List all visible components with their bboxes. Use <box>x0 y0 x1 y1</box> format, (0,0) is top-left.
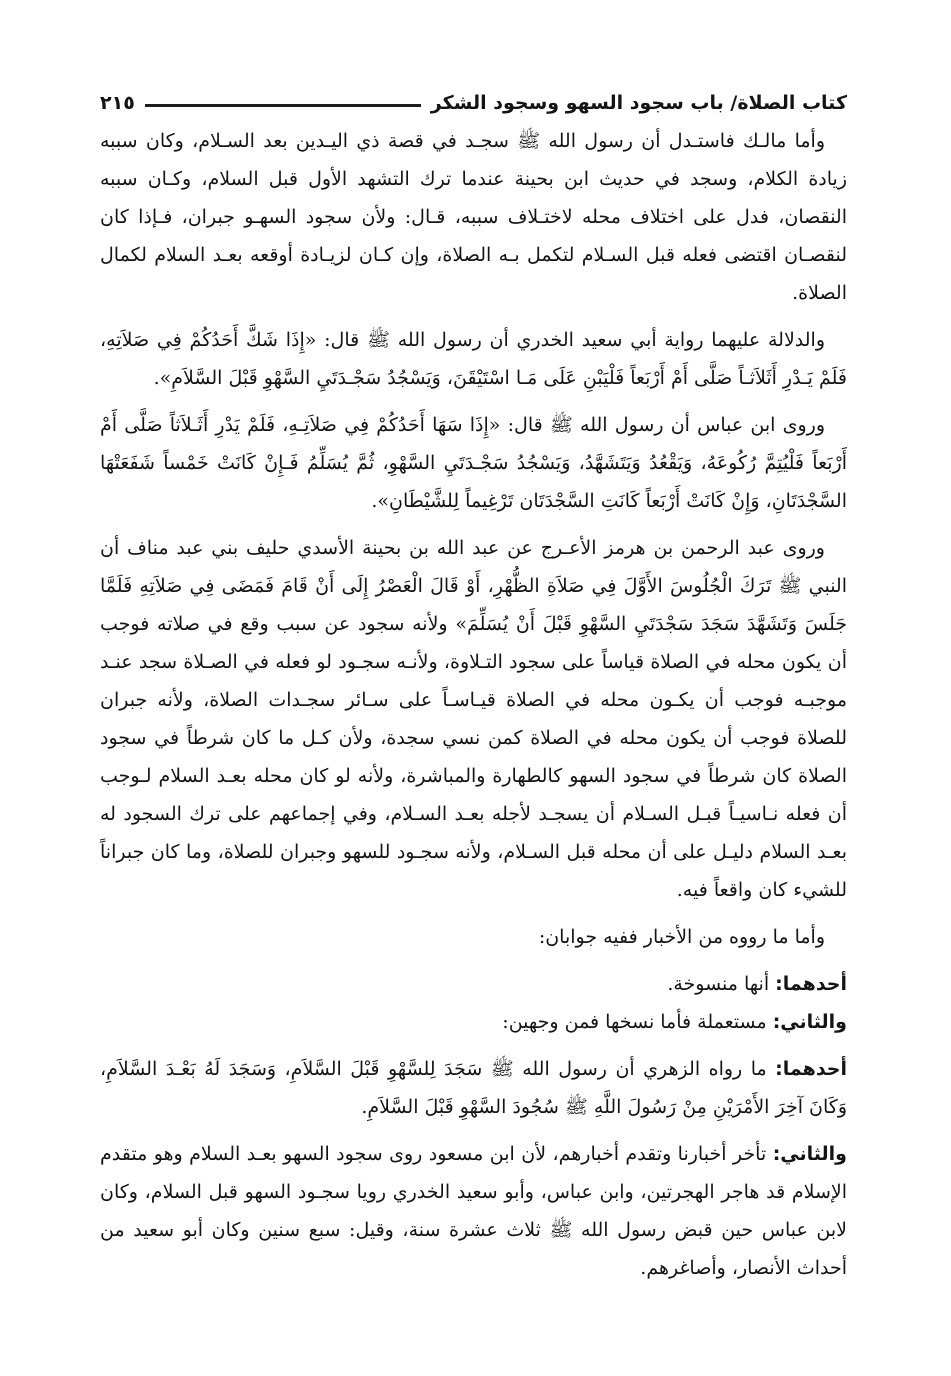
page-number: ٢١٥ <box>100 92 135 114</box>
aspect-second-label: والثاني: <box>772 1143 847 1165</box>
aspect-second-text: تأخر أخبارنا وتقدم أخبارهم، لأن ابن مسعود روى سجود السهو بعـد السلام وهو متقدم الإسلام قد هاجر الهجرتين، وابن عباس، وأبو سعيد الخدري رويا سجـود السهو قبل السلام، وكان لابن عباس حين قبض رسول الله ﷺ ثلاث عشرة سنة، وقيل: سبع سنين وكان أبو سعيد من أحداث الأنصار، وأصاغرهم. <box>100 1143 847 1279</box>
header-rule <box>145 104 421 107</box>
paragraph-ibn-abbas-hadith: وروى ابن عباس أن رسول الله ﷺ قال: «إِذَا سَهَا أَحَدُكُمْ فِي صَلاَتِـهِ، فَلَمْ يَدْرِ أَثَـلاَثاً صَلَّى أَمْ أَرْبَعاً فَلْيُتِمَّ رُكُوعَهُ، وَيَقْعُدُ وَيَتَشَهَّدُ، وَيَسْجُدُ سَجْـدَتَيِ السَّهْوِ، ثُمَّ يُسَلِّمُ فَـإِنْ كَانَتْ خَمْساً شَفَعَتْهَا السَّجْدَتَانِ، وَإِنْ كَانَتْ أَرْبَعاً كَانَتِ السَّجْدَتَان تَرْغِيماً لِلشَّيْطَانِ». <box>100 414 847 512</box>
answer-first-text: أنها منسوخة. <box>667 973 770 995</box>
answer-second <box>100 1003 847 1041</box>
paragraph-malik: وأما مالـك فاستـدل أن رسول الله ﷺ سجـد في قصة ذي اليـدين بعد السـلام، وكان سببه زيادة الكلام، وسجد في حديث ابن بحينة عندما ترك التشهد الأول قبل السلام، وكـان سببه النقصان، فدل على اختلاف محله لاختـلاف سببه، قـال: ولأن سجود السهـو جبران، فـإذا كان لنقصـان اقتضى فعله قبل السـلام لتكمل بـه الصلاة، وإن كـان لزيـادة أوقعه بعـد السلام لكمال الصلاة. <box>100 130 847 304</box>
aspect-second <box>100 1135 847 1287</box>
paragraph-abu-said-hadith: والدلالة عليهما رواية أبي سعيد الخدري أن رسول الله ﷺ قال: «إِذَا شَكَّ أَحَدُكُمْ فِي صَلاَتِهِ، فَلَمْ يَـدْرِ أَثَلاَثـاً صَلَّى أَمْ أَرْبَعاً فَلْيَبْنِ عَلَى مَـا اسْتَيْقَنَ، وَيَسْجُدُ سَجْـدَتَيِ السَّهْوِ قَبْلَ السَّلاَمِ». <box>100 329 847 389</box>
answer-second-text: مستعملة فأما نسخها فمن وجهين: <box>502 1011 767 1033</box>
running-header <box>100 78 847 116</box>
paragraph-ibn-buhayna: وروى عبد الرحمن بن هرمز الأعـرج عن عبد الله بن بحينة الأسدي حليف بني عبد مناف أن النبي ﷺ تَرَكَ الْجُلُوسَ الأَوَّلَ فِي صَلاَةِ الظُّهْرِ، أَوْ قَالَ الْعَصْرُ إِلَى أَنْ قَامَ فَمَضَى فِي صَلاَتِهِ فَلَمَّا جَلَسَ وَتَشَهَّدَ سَجَدَ سَجْدَتَيِ السَّهْوِ قَبْلَ أَنْ يُسَلِّمَ» ولأنه سجود عن سبب وقع في صلاته فوجب أن يكون محله في الصلاة قياساً على سجود التـلاوة، ولأنـه سجـود لو فعله في الصـلاة سجد عنـد موجبـه فوجب أن يكـون محله في الصلاة قيـاسـاً على سـائر سجـدات الصلاة، ولأنه جبران للصلاة فوجب أن يكون محله في الصلاة كمن نسي سجدة، ولأن كـل ما كان شرطاً في سجود الصلاة كان شرطاً في سجود السهو كالطهارة والمباشرة، ولأنه لو كان محله بعـد السلام لـوجب أن فعله نـاسيـاً قبـل السـلام أن يسجـد لأجله بعـد السـلام، وفي إجماعهم على ترك السجود له بعـد السلام دليـل على أن محله قبل السـلام، ولأنه سجـود للسهو وجبران للصلاة، وما كان جبراناً للشيء كان واقعاً فيه. <box>100 537 847 901</box>
answer-first <box>100 965 847 1003</box>
aspect-first-text: ما رواه الزهري أن رسول الله ﷺ سَجَدَ لِلسَّهْوِ قَبْلَ السَّلاَمِ، وَسَجَدَ لَهُ بَعْـدَ السَّلاَمِ، وَكَانَ آخِرَ الأَمْرَيْنِ مِنْ رَسُولَ اللَّهِ ﷺ سُجُودَ السَّهْوِ قَبْلَ السَّلاَمِ. <box>100 1058 847 1118</box>
aspect-first-label: أحدهما: <box>775 1058 847 1080</box>
answer-second-label: والثاني: <box>772 1011 847 1033</box>
answers-intro: وأما ما رووه من الأخبار ففيه جوابان: <box>538 926 825 948</box>
answer-first-label: أحدهما: <box>775 973 847 995</box>
aspect-first <box>100 1050 847 1126</box>
running-title: كتاب الصلاة/ باب سجود السهو وسجود الشكر <box>430 92 847 114</box>
